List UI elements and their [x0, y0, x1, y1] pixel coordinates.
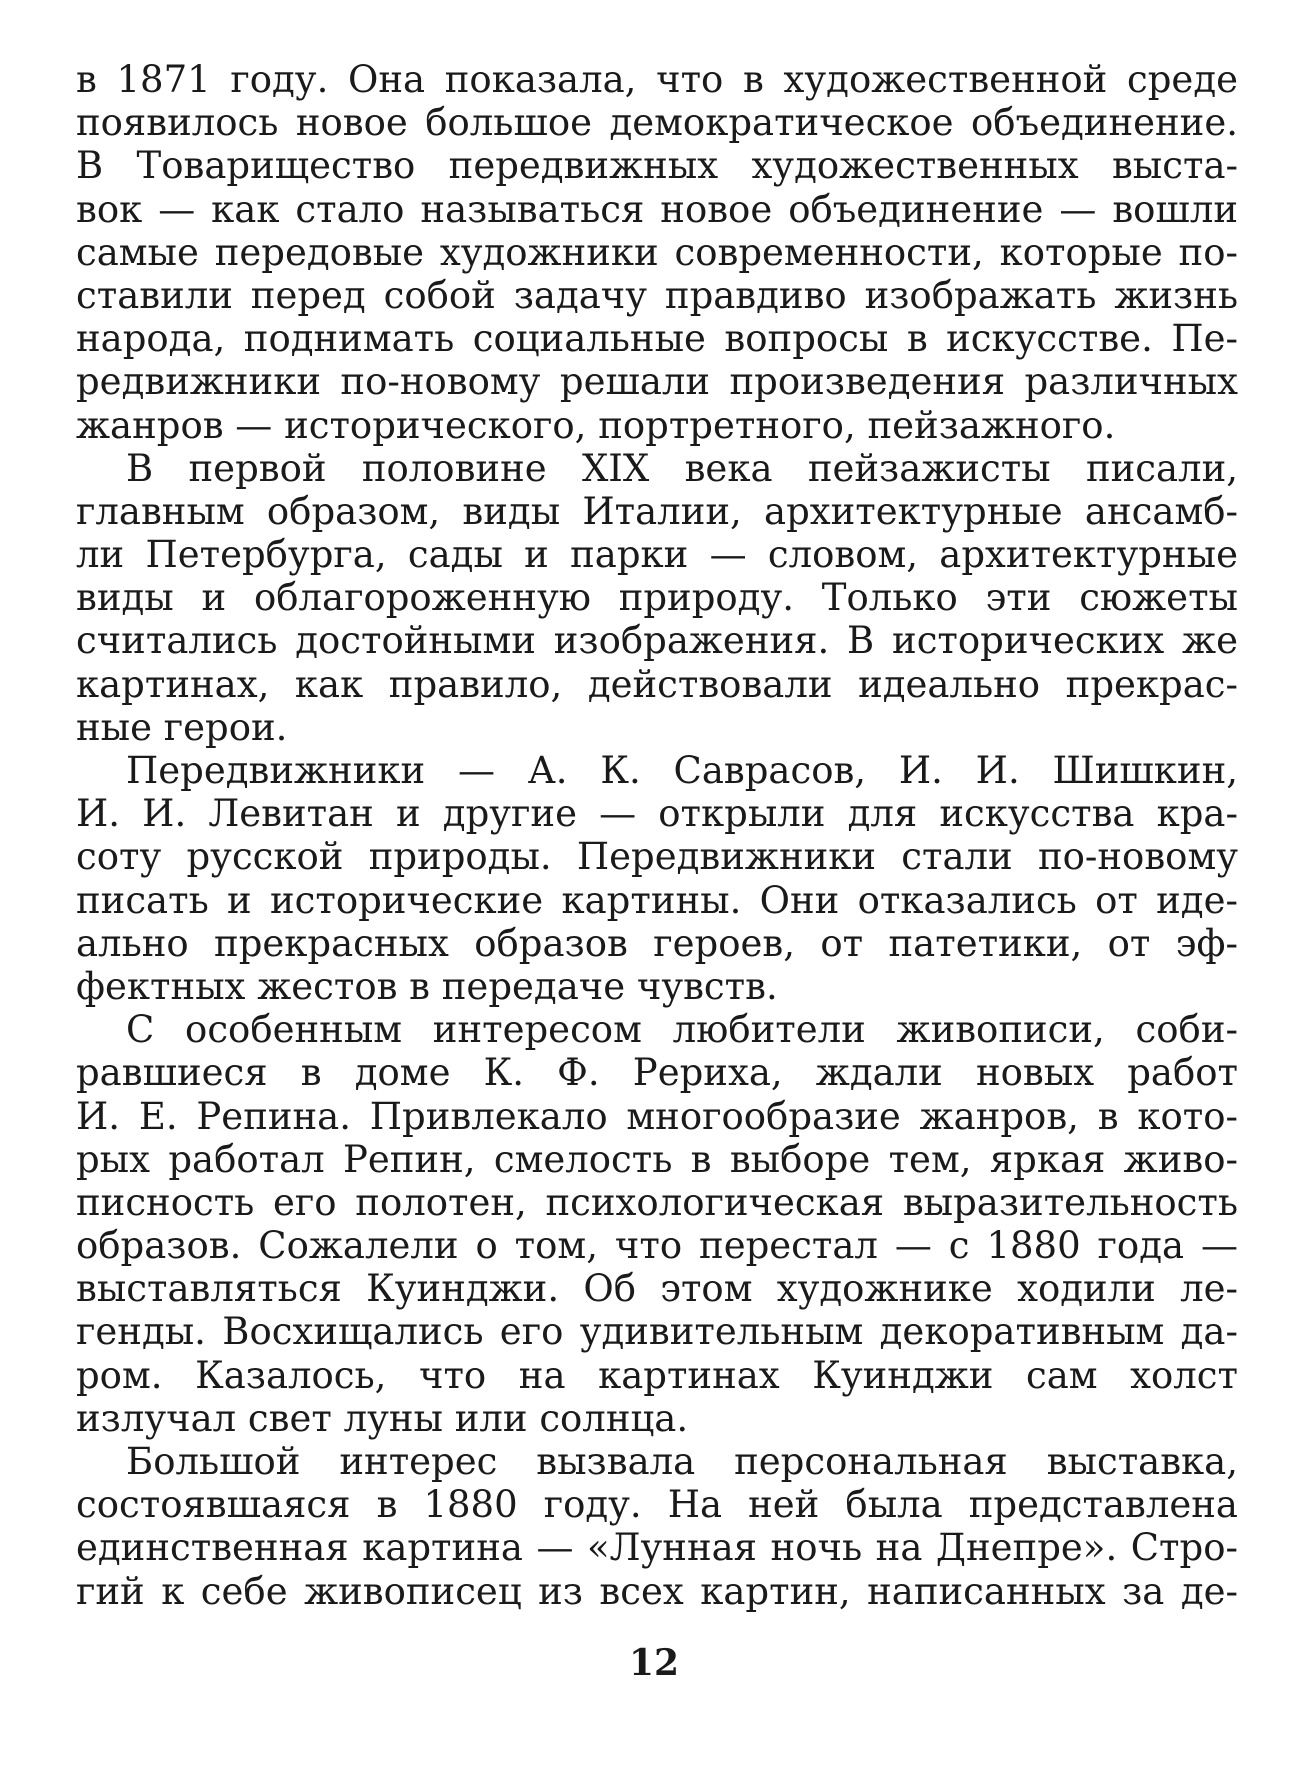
text-line: фектных жестов в передаче чувств. [76, 964, 778, 1008]
paragraph-start-line: Передвижники — А. К. Саврасов, И. И. Шишкин, [126, 749, 1238, 792]
text-line: выставляться Куинджи. Об этом художнике ходили ле- [76, 1267, 1238, 1311]
text-line: ные герои. [76, 705, 288, 749]
paragraph-start-line: С особенным интересом любители живописи, соби- [126, 1008, 1238, 1052]
text-line: считались достойными изображения. В исторических же [76, 619, 1238, 663]
paragraph-start-line: В первой половине XIX века пейзажисты писали, [126, 446, 1238, 490]
page-body [76, 58, 1238, 1613]
text-line: виды и облагороженную природу. Только эти сюжеты [76, 576, 1238, 620]
text-line: гий к себе живописец из всех картин, написанных за де- [76, 1569, 1238, 1613]
text-line: самые передовые художники современности, которые по- [76, 230, 1238, 274]
text-line: народа, поднимать социальные вопросы в искусстве. Пе- [76, 317, 1238, 361]
page-number: 12 [628, 1642, 680, 1684]
paragraph-start-line: Большой интерес вызвала персональная выставка, [126, 1440, 1238, 1483]
text-line: соту русской природы. Передвижники стали по-новому [76, 835, 1238, 879]
text-line: редвижники по-новому решали произведения различных [76, 360, 1238, 404]
text-line: равшиеся в доме К. Ф. Рериха, ждали новых работ [76, 1051, 1238, 1095]
text-line: И. Е. Репина. Привлекало многообразие жанров, в кото- [76, 1094, 1238, 1138]
text-line: В Товарищество передвижных художественных выста- [76, 144, 1238, 188]
text-line: образов. Сожалели о том, что перестал — с 1880 года — [76, 1224, 1238, 1268]
text-line: ром. Казалось, что на картинах Куинджи сам холст [76, 1353, 1238, 1397]
text-line: писность его полотен, психологическая выразительность [76, 1180, 1238, 1224]
text-line: рых работал Репин, смелость в выборе тем, яркая живо- [76, 1137, 1238, 1181]
text-line: в 1871 году. Она показала, что в художественной среде [76, 58, 1238, 101]
text-line: единственная картина — «Лунная ночь на Днепре». Стро- [76, 1526, 1238, 1570]
text-line: писать и исторические картины. Они отказались от иде- [76, 878, 1238, 922]
text-line: главным образом, виды Италии, архитектурные ансамб- [76, 489, 1238, 533]
text-line: состоявшаяся в 1880 году. На ней была представлена [76, 1483, 1238, 1527]
text-line: ли Петербурга, сады и парки — словом, архитектурные [76, 533, 1238, 577]
text-line: ставили перед собой задачу правдиво изображать жизнь [76, 273, 1238, 317]
text-line: появилось новое большое демократическое объединение. [76, 101, 1238, 145]
text-line: ально прекрасных образов героев, от патетики, от эф- [76, 921, 1238, 965]
text-line: вок — как стало называться новое объединение — вошли [76, 187, 1238, 231]
text-line: картинах, как правило, действовали идеально прекрас- [76, 662, 1238, 706]
text-line: И. И. Левитан и другие — открыли для искусства кра- [76, 792, 1238, 836]
text-line: жанров — исторического, портретного, пейзажного. [76, 403, 1116, 447]
text-line: излучал свет луны или солнца. [76, 1396, 689, 1440]
text-line: генды. Восхищались его удивительным декоративным да- [76, 1310, 1238, 1354]
